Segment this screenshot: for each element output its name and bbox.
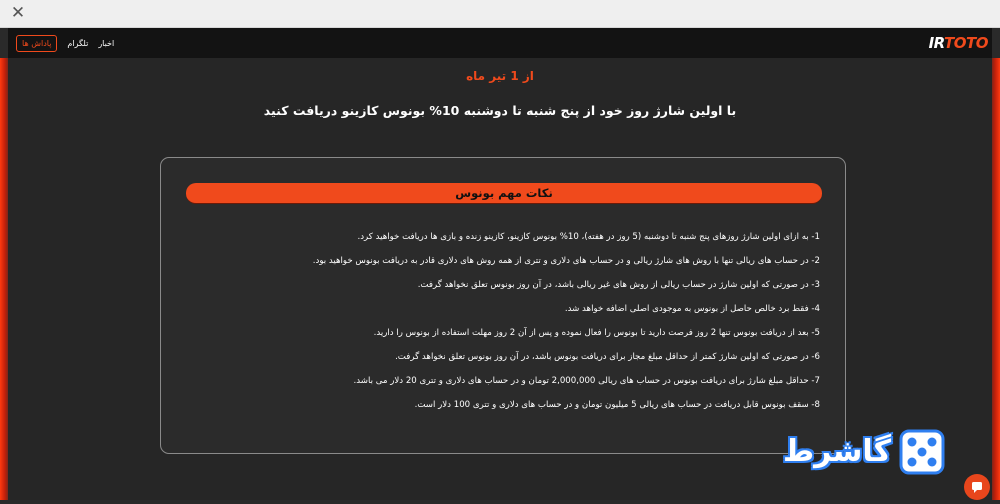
chat-icon: [964, 474, 990, 500]
note-item: 4- فقط برد خالص حاصل از بونوس به موجودی اصلی اضافه خواهد شد.: [564, 304, 820, 314]
note-item: 7- حداقل مبلغ شارژ برای دریافت بونوس در حساب های ریالی 2,000,000 تومان و در حساب های دلاری و تتری 20 دلار می باشد.: [353, 376, 820, 386]
chat-button[interactable]: [964, 474, 990, 500]
logo-toto: TOTO: [944, 34, 988, 52]
note-item: 3- در صورتی که اولین شارژ در حساب ریالی از روش های غیر ریالی باشد، در آن روز بونوس تعلق نخواهد گرفت.: [417, 280, 820, 290]
watermark-text: گاشرط: [783, 434, 892, 469]
watermark-badge: [783, 425, 978, 478]
promo-headline: با اولین شارژ روز خود از پنج شنبه تا دوشنبه 10% بونوس کازینو دریافت کنید: [263, 103, 737, 118]
note-item: 2- در حساب های ریالی تنها با روش های شارژ ریالی و در حساب های دلاری و تتری از همه روش های دلاری قادر به دریافت بونوس خواهید بود.: [312, 256, 820, 266]
promo-date: از 1 تیر ماه: [466, 69, 534, 83]
site-logo[interactable]: [929, 32, 988, 54]
card-title: نکات مهم بونوس: [186, 183, 822, 204]
note-item: 5- بعد از دریافت بونوس تنها 2 روز فرصت دارید تا بونوس را فعال نموده و پس از آن 2 روز مهلت استفاده از بونوس را دارید.: [373, 328, 820, 338]
nav-links: [16, 34, 114, 52]
telegram-link[interactable]: تلگرام: [67, 38, 89, 48]
logo-ir: IR: [928, 34, 945, 52]
close-icon[interactable]: ✕: [10, 3, 26, 23]
note-item: 6- در صورتی که اولین شارژ کمتر از حداقل مبلغ مجاز برای دریافت بونوس باشد، در آن روز بونوس تعلق نخواهد گرفت.: [395, 352, 820, 362]
browser-titlebar: [0, 0, 1000, 28]
top-nav: [8, 28, 992, 58]
bonus-notes-card: [160, 157, 846, 454]
note-item: 1- به ازای اولین شارژ روزهای پنج شنبه تا دوشنبه (5 روز در هفته)، 10% بونوس کازینو، کازینو زنده و بازی ها دریافت خواهید کرد.: [357, 232, 820, 242]
dice-icon: [899, 429, 945, 475]
rewards-button[interactable]: پاداش ها: [16, 35, 57, 52]
news-link[interactable]: اخبار: [98, 38, 115, 48]
notes-list: [180, 231, 820, 423]
note-item: 8- سقف بونوس قابل دریافت در حساب های ریالی 5 میلیون تومان و در حساب های دلاری و تتری 100 دلار است.: [414, 400, 820, 410]
